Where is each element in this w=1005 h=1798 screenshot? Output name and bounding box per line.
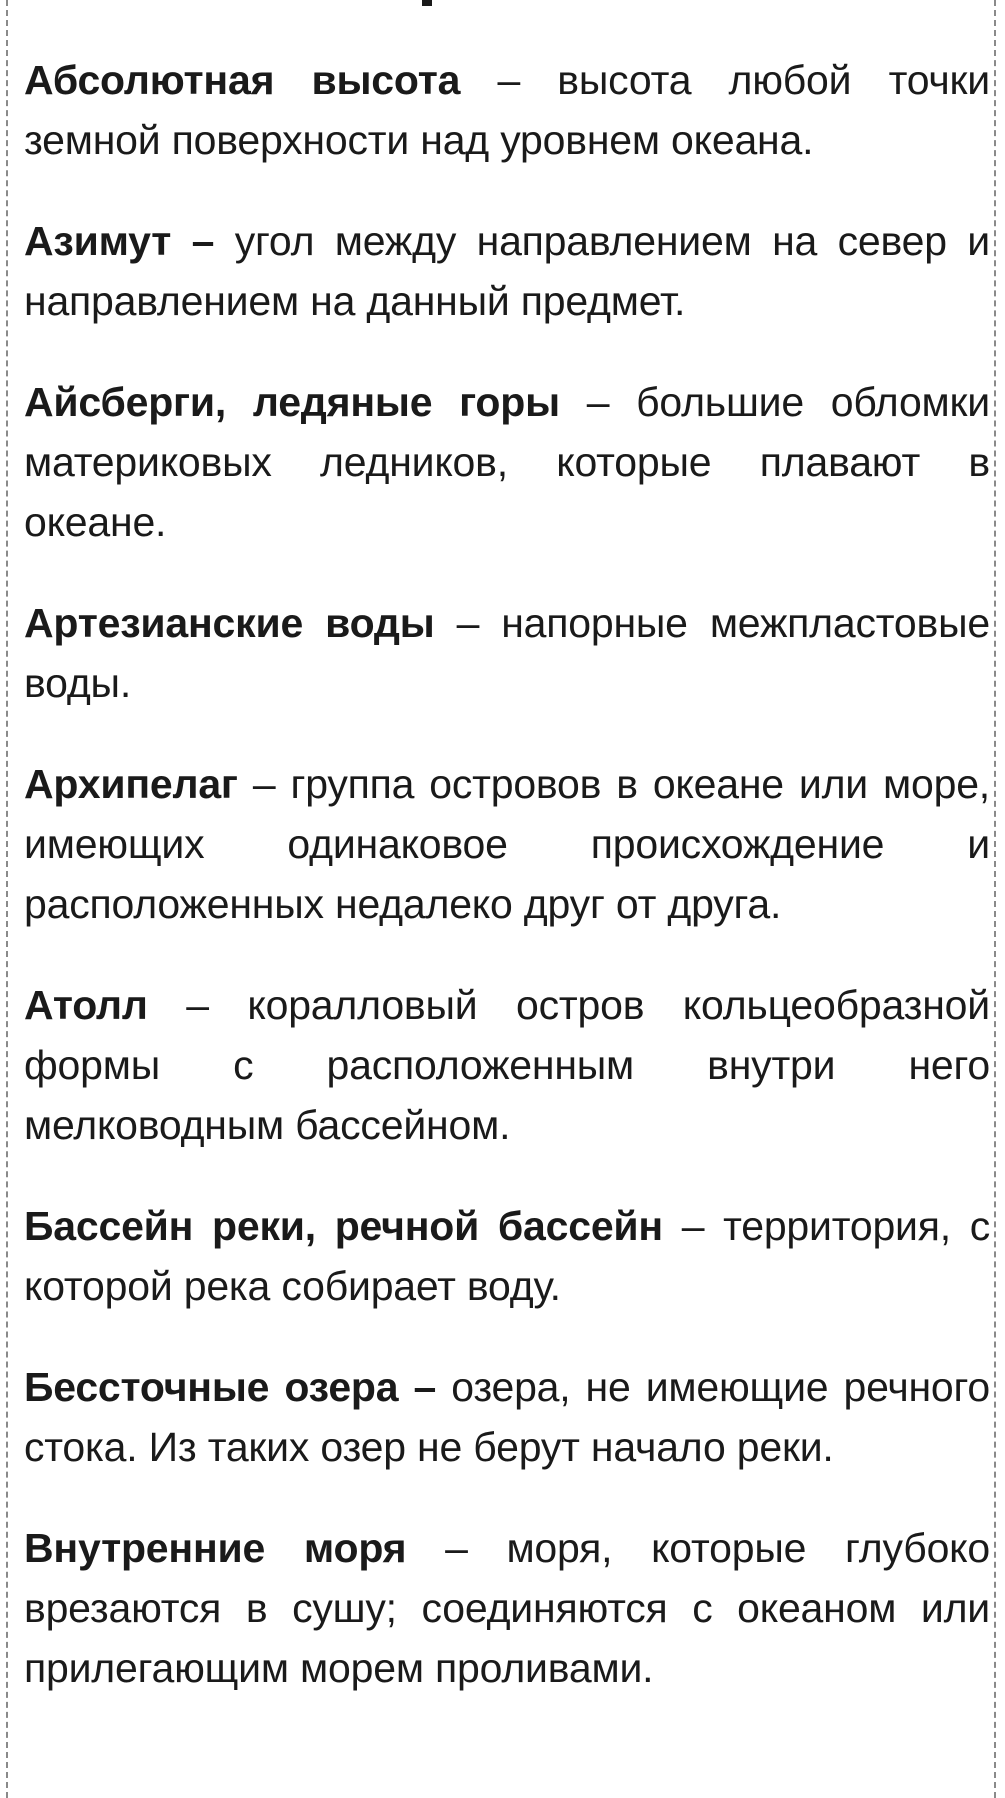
glossary-definition: группа островов в океане или море, имеющих одинаковое происхождение и расположенных недалеко друг от друга. bbox=[24, 761, 990, 927]
glossary-entry bbox=[24, 754, 990, 934]
term-separator: – bbox=[460, 57, 558, 103]
document-page bbox=[6, 0, 996, 1798]
glossary-term: Азимут – bbox=[24, 218, 215, 264]
term-separator: – bbox=[406, 1525, 507, 1571]
glossary-definition: коралловый остров кольцеобразной формы с расположенным внутри него мелководным бассейном. bbox=[24, 982, 990, 1148]
glossary-entry bbox=[24, 975, 990, 1155]
glossary-definition: территория, с которой река собирает воду. bbox=[24, 1203, 990, 1309]
term-separator: – bbox=[434, 600, 502, 646]
term-separator: – bbox=[237, 761, 291, 807]
glossary-term: Архипелаг bbox=[24, 761, 238, 807]
glossary-term: Бассейн реки, речной бассейн bbox=[24, 1203, 663, 1249]
glossary-definition: большие обломки материковых ледников, которые плавают в океане. bbox=[24, 379, 990, 545]
glossary-list bbox=[24, 50, 990, 1739]
glossary-term: Артезианские воды bbox=[24, 600, 435, 646]
term-separator: – bbox=[663, 1203, 724, 1249]
term-separator bbox=[214, 218, 234, 264]
glossary-term: Айсберги, ледяные горы bbox=[24, 379, 560, 425]
glossary-entry bbox=[24, 50, 990, 170]
glossary-entry bbox=[24, 372, 990, 552]
cropped-heading-fragment bbox=[422, 0, 432, 6]
glossary-entry bbox=[24, 1357, 990, 1477]
glossary-definition: моря, которые глубоко врезаются в сушу; соединяются с океаном или прилегающим морем проливами. bbox=[24, 1525, 990, 1691]
glossary-entry bbox=[24, 1518, 990, 1698]
term-separator: – bbox=[559, 379, 637, 425]
glossary-term: Внутренние моря bbox=[24, 1525, 407, 1571]
term-separator: – bbox=[147, 982, 248, 1028]
glossary-definition: озера, не имеющие речного стока. Из таких озер не берут начало реки. bbox=[24, 1364, 990, 1470]
glossary-term: Атолл bbox=[24, 982, 148, 1028]
term-separator bbox=[436, 1364, 451, 1410]
glossary-term: Абсолютная высота bbox=[24, 57, 461, 103]
glossary-entry bbox=[24, 1196, 990, 1316]
glossary-entry bbox=[24, 593, 990, 713]
glossary-definition: высота любой точки земной поверхности над уровнем океана. bbox=[24, 57, 990, 163]
glossary-definition: напорные межпластовые воды. bbox=[24, 600, 990, 706]
glossary-entry bbox=[24, 211, 990, 331]
glossary-term: Бессточные озера – bbox=[24, 1364, 437, 1410]
glossary-definition: угол между направлением на север и направлением на данный предмет. bbox=[24, 218, 990, 324]
